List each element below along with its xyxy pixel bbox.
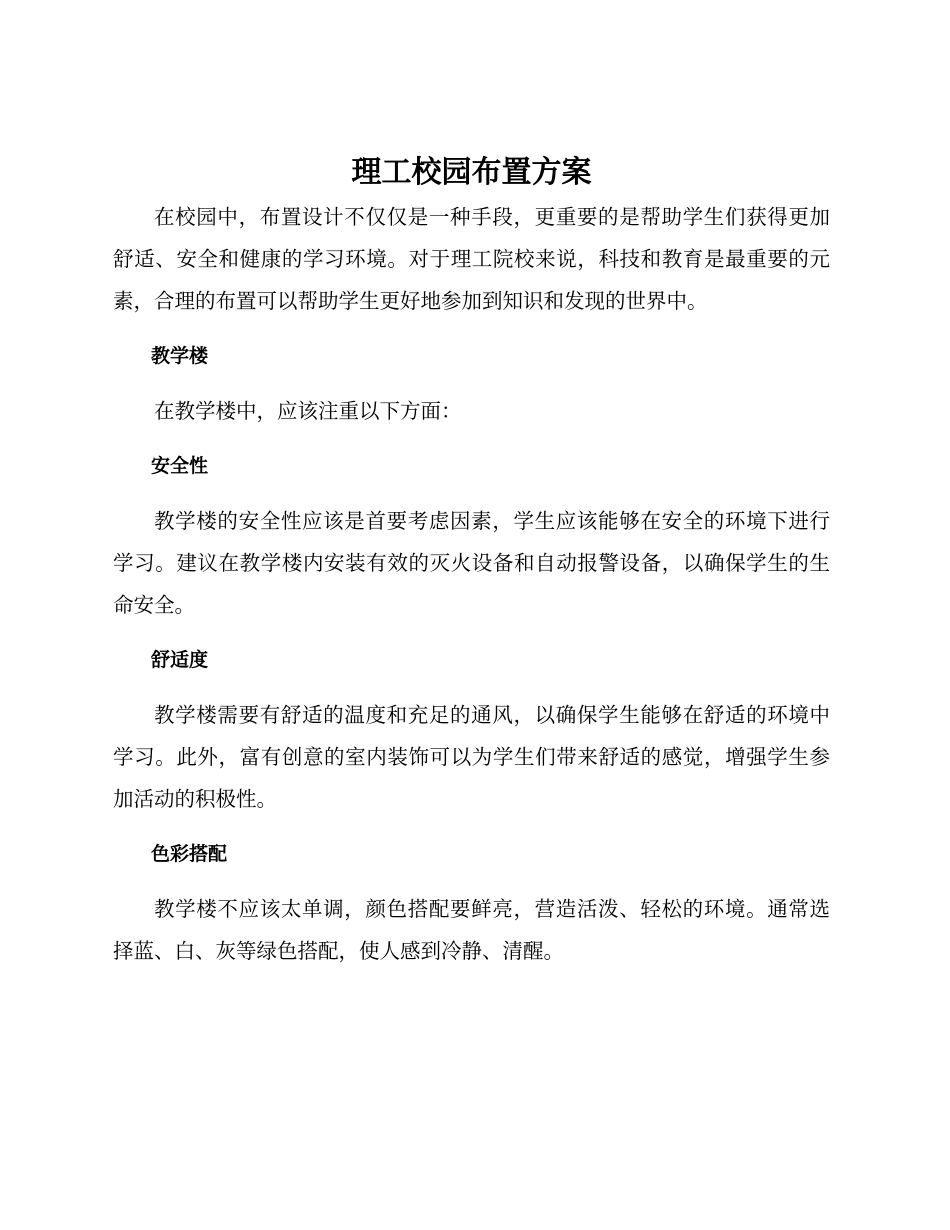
section-heading-safety: 安全性 <box>151 455 209 477</box>
section-heading-comfort: 舒适度 <box>151 649 209 671</box>
section-body-safety: 教学楼的安全性应该是首要考虑因素，学生应该能够在安全的环境下进行学习。建议在教学楼内安装有效的灭火设备和自动报警设备，以确保学生的生命安全。 <box>113 509 830 617</box>
section-body-color-scheme: 教学楼不应该太单调，颜色搭配要鲜亮，营造活泼、轻松的环境。通常选择蓝、白、灰等绿色搭配，使人感到冷静、清醒。 <box>113 897 830 963</box>
document-body <box>113 150 830 972</box>
spacer <box>113 322 830 335</box>
spacer <box>113 820 830 833</box>
spacer <box>113 875 830 888</box>
spacer <box>113 487 830 500</box>
section-body-teaching-building: 在教学楼中，应该注重以下方面： <box>154 399 462 423</box>
section-heading-teaching-building: 教学楼 <box>151 345 209 367</box>
spacer <box>113 681 830 694</box>
spacer <box>113 377 830 390</box>
section-heading-color-scheme: 色彩搭配 <box>151 843 228 865</box>
intro-paragraph: 在校园中，布置设计不仅仅是一种手段，更重要的是帮助学生们获得更加舒适、安全和健康的学习环境。对于理工院校来说，科技和教育是最重要的元素，合理的布置可以帮助学生更好地参加到知识和发现的世界中。 <box>113 205 830 313</box>
document-title: 理工校园布置方案 <box>351 155 592 190</box>
spacer <box>113 432 830 445</box>
section-body-comfort: 教学楼需要有舒适的温度和充足的通风，以确保学生能够在舒适的环境中学习。此外，富有创意的室内装饰可以为学生们带来舒适的感觉，增强学生参加活动的积极性。 <box>113 703 830 811</box>
spacer <box>113 626 830 639</box>
